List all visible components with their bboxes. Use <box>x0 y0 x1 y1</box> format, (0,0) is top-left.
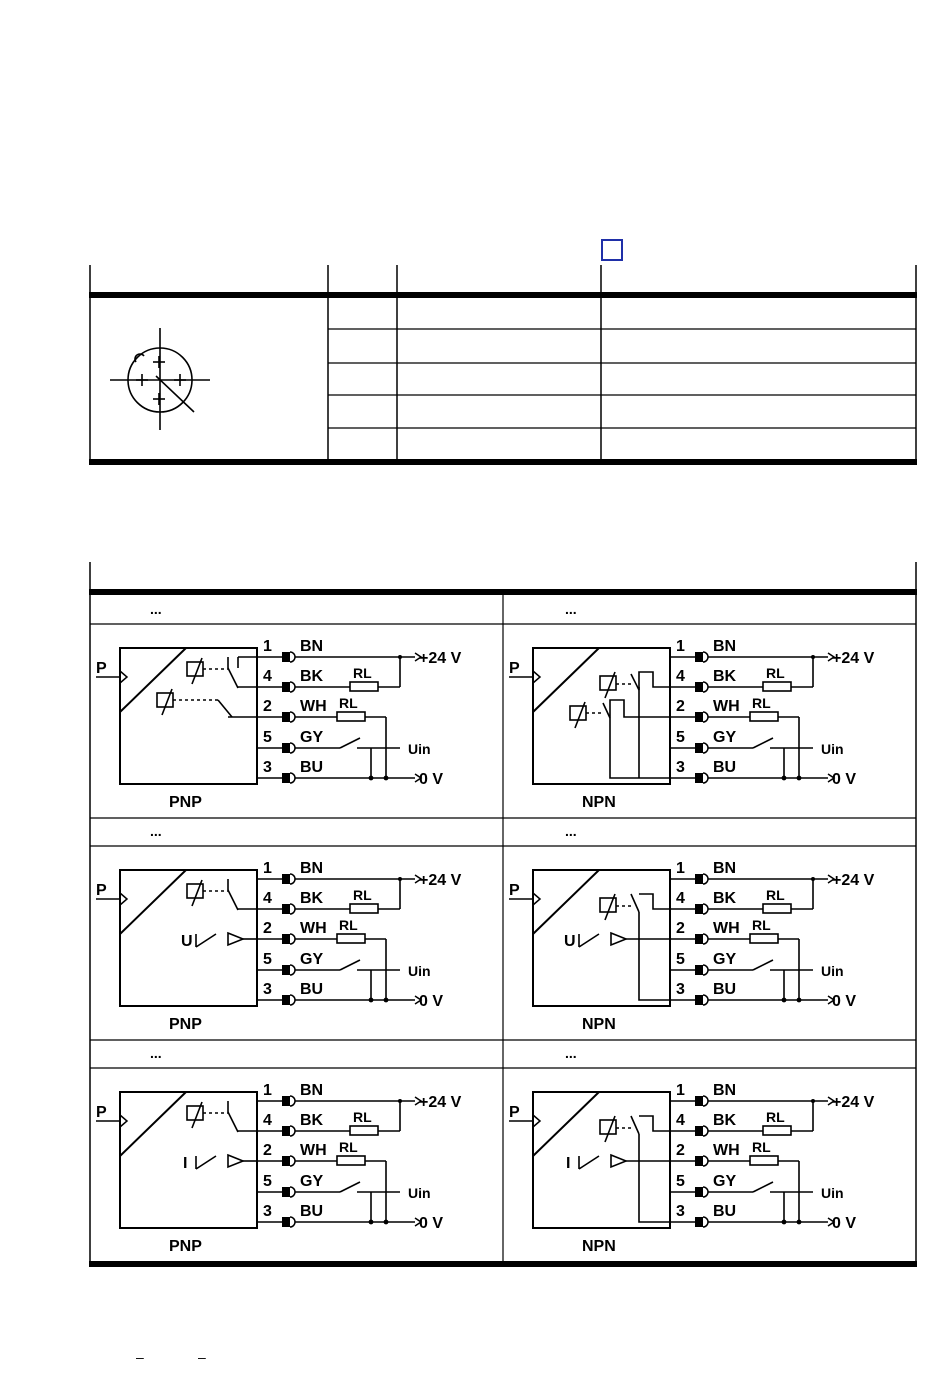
pin-number-label: 5 <box>676 729 685 746</box>
input-voltage-label: Uin <box>821 741 844 757</box>
wire-color-label: WH <box>713 920 740 937</box>
ground-label: 0 V <box>419 993 444 1010</box>
supply-voltage-label: +24 V <box>419 1094 462 1111</box>
pin-number-label: 3 <box>263 759 272 776</box>
output-type-label: PNP <box>169 1238 202 1255</box>
wire-color-label: BK <box>713 890 737 907</box>
input-voltage-label: Uin <box>408 963 431 979</box>
pin-number-label: 3 <box>676 981 685 998</box>
input-voltage-label: Uin <box>408 741 431 757</box>
pin-number-label: 2 <box>676 1142 685 1159</box>
output-type-label: NPN <box>582 1238 616 1255</box>
current-output-label: I <box>566 1155 571 1172</box>
pin-number-label: 5 <box>676 951 685 968</box>
ground-label: 0 V <box>832 771 857 788</box>
load-resistor-label: RL <box>339 1139 358 1155</box>
section-label: ... <box>150 823 162 839</box>
pin-number-label: 2 <box>263 1142 272 1159</box>
pin-number-label: 1 <box>263 638 272 655</box>
output-type-label: NPN <box>582 1016 616 1033</box>
pin-number-label: 5 <box>263 729 272 746</box>
ground-label: 0 V <box>832 1215 857 1232</box>
wire-color-label: BU <box>713 981 737 998</box>
pnp-current-diagram <box>96 1092 421 1228</box>
pressure-input-label: P <box>509 882 520 899</box>
load-resistor-label: RL <box>766 1109 785 1125</box>
load-resistor-label: RL <box>752 695 771 711</box>
pin-number-label: 3 <box>263 981 272 998</box>
wire-color-label: WH <box>300 1142 327 1159</box>
pin-number-label: 2 <box>263 698 272 715</box>
pin-number-label: 2 <box>676 698 685 715</box>
section-label: ... <box>565 823 577 839</box>
pressure-input-label: P <box>509 660 520 677</box>
pressure-input-label: P <box>509 1104 520 1121</box>
ground-label: 0 V <box>419 771 444 788</box>
wire-color-label: BU <box>300 1203 324 1220</box>
wire-color-label: WH <box>713 1142 740 1159</box>
wire-color-label: WH <box>300 698 327 715</box>
supply-voltage-label: +24 V <box>419 650 462 667</box>
wire-color-label: WH <box>300 920 327 937</box>
voltage-output-label: U <box>564 933 576 950</box>
load-resistor-label: RL <box>752 917 771 933</box>
wire-color-label: GY <box>300 1173 324 1190</box>
pnp-voltage-diagram <box>96 870 421 1006</box>
pin-number-label: 1 <box>676 638 685 655</box>
wire-color-label: BK <box>300 668 324 685</box>
section-label: ... <box>565 601 577 617</box>
output-type-label: PNP <box>169 1016 202 1033</box>
pin-number-label: 1 <box>676 860 685 877</box>
pin-number-label: 3 <box>676 759 685 776</box>
ground-label: 0 V <box>832 993 857 1010</box>
pin-number-label: 2 <box>676 920 685 937</box>
input-voltage-label: Uin <box>821 963 844 979</box>
pin-number-label: 3 <box>676 1203 685 1220</box>
wire-color-label: GY <box>713 1173 737 1190</box>
section-label: ... <box>150 601 162 617</box>
wire-color-label: WH <box>713 698 740 715</box>
pin-number-label: 4 <box>676 668 685 685</box>
footer-mark: – <box>198 1349 206 1365</box>
pin-number-label: 3 <box>263 1203 272 1220</box>
npn-switching-diagram <box>509 648 834 784</box>
wire-color-label: BK <box>300 1112 324 1129</box>
wire-color-label: BU <box>713 759 737 776</box>
section-label: ... <box>150 1045 162 1061</box>
wire-color-label: BK <box>300 890 324 907</box>
pin-number-label: 4 <box>263 668 272 685</box>
wire-color-label: BN <box>300 1082 324 1099</box>
load-resistor-label: RL <box>353 1109 372 1125</box>
pin-number-label: 2 <box>263 920 272 937</box>
load-resistor-label: RL <box>339 917 358 933</box>
load-resistor-label: RL <box>339 695 358 711</box>
load-resistor-label: RL <box>353 887 372 903</box>
wire-color-label: BK <box>713 668 737 685</box>
wire-color-label: GY <box>300 729 324 746</box>
wire-color-label: GY <box>713 729 737 746</box>
pin-number-label: 5 <box>263 951 272 968</box>
npn-current-diagram <box>509 1092 834 1228</box>
ground-label: 0 V <box>419 1215 444 1232</box>
section-label: ... <box>565 1045 577 1061</box>
voltage-output-label: U <box>181 933 193 950</box>
pin-number-label: 4 <box>263 1112 272 1129</box>
npn-voltage-diagram <box>509 870 834 1006</box>
load-resistor-label: RL <box>752 1139 771 1155</box>
wire-color-label: BN <box>713 638 737 655</box>
pressure-input-label: P <box>96 1104 107 1121</box>
wire-color-label: GY <box>713 951 737 968</box>
supply-voltage-label: +24 V <box>419 872 462 889</box>
load-resistor-label: RL <box>766 887 785 903</box>
pin-number-label: 4 <box>676 1112 685 1129</box>
pin-number-label: 1 <box>263 1082 272 1099</box>
supply-voltage-label: +24 V <box>832 650 875 667</box>
pin-number-label: 1 <box>676 1082 685 1099</box>
pin-number-label: 4 <box>676 890 685 907</box>
output-type-label: NPN <box>582 794 616 811</box>
pnp-switching-diagram <box>96 648 421 784</box>
wire-color-label: BN <box>300 638 324 655</box>
current-output-label: I <box>183 1155 188 1172</box>
output-type-label: PNP <box>169 794 202 811</box>
load-resistor-label: RL <box>766 665 785 681</box>
wire-color-label: GY <box>300 951 324 968</box>
supply-voltage-label: +24 V <box>832 1094 875 1111</box>
pressure-input-label: P <box>96 660 107 677</box>
wire-color-label: BN <box>713 1082 737 1099</box>
pin-number-label: 5 <box>263 1173 272 1190</box>
wire-color-label: BN <box>713 860 737 877</box>
footer-mark: – <box>136 1349 144 1365</box>
wire-color-label: BK <box>713 1112 737 1129</box>
pin-number-label: 5 <box>676 1173 685 1190</box>
pin-number-label: 4 <box>263 890 272 907</box>
input-voltage-label: Uin <box>821 1185 844 1201</box>
pressure-input-label: P <box>96 882 107 899</box>
load-resistor-label: RL <box>353 665 372 681</box>
wire-color-label: BN <box>300 860 324 877</box>
wire-color-label: BU <box>713 1203 737 1220</box>
wire-color-label: BU <box>300 759 324 776</box>
supply-voltage-label: +24 V <box>832 872 875 889</box>
pin-number-label: 1 <box>263 860 272 877</box>
wire-color-label: BU <box>300 981 324 998</box>
input-voltage-label: Uin <box>408 1185 431 1201</box>
